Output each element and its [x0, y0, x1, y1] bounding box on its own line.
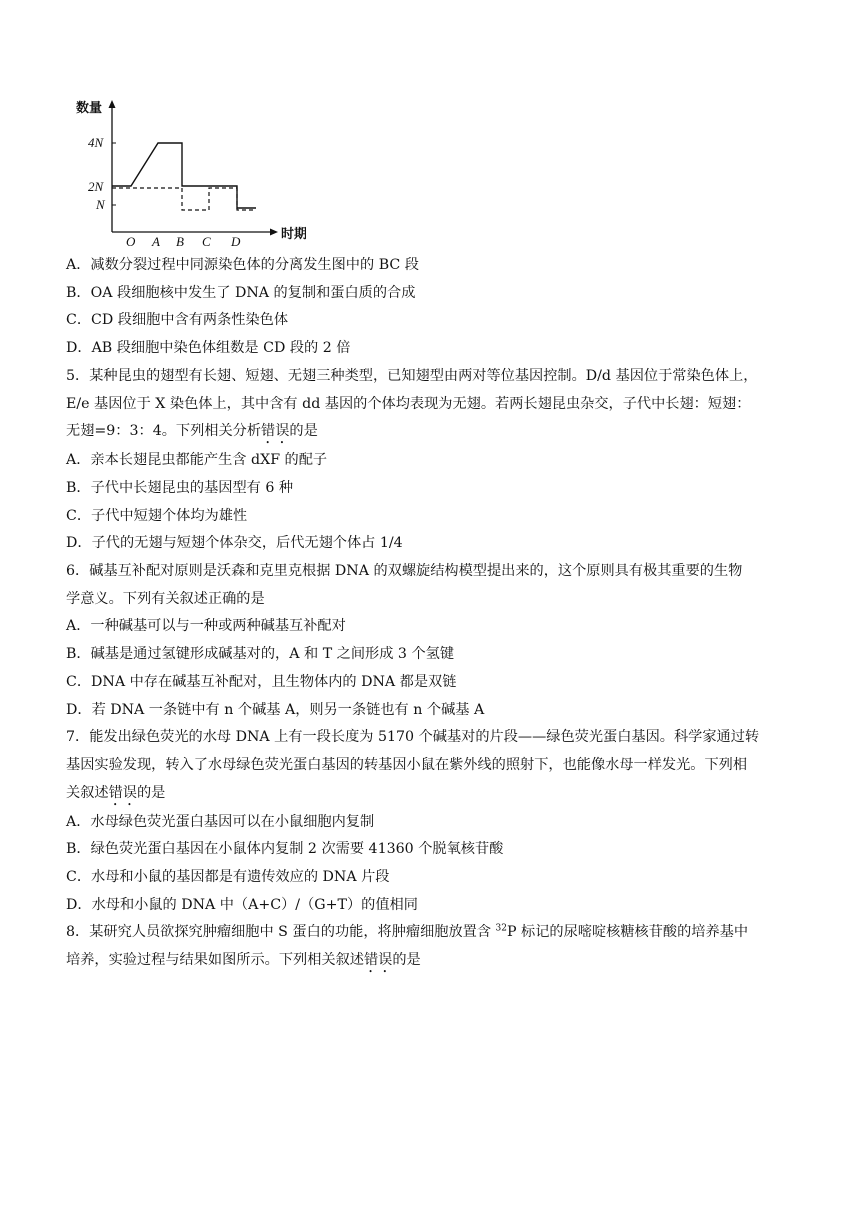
y-tick-label: 4N [88, 135, 104, 150]
q5-option-a: A．亲本长翅昆虫都能产生含 dXF 的配子 [66, 452, 328, 469]
q6-option-a: A．一种碱基可以与一种或两种碱基互补配对 [66, 618, 346, 635]
y-tick-label: N [96, 197, 105, 212]
q4-option-c: C．CD 段细胞中含有两条性染色体 [66, 312, 289, 329]
q8-stem-text-2: 培养，实验过程与结果如图所示。下列相关叙述 [66, 952, 364, 969]
y-axis-label: 数量 [76, 100, 103, 115]
y-tick-label: 2N [88, 179, 104, 194]
q7-option-c: C．水母和小鼠的基因都是有遗传效应的 DNA 片段 [66, 869, 390, 886]
q6-stem-line-2: 学意义。下列有关叙述正确的是 [66, 590, 265, 607]
q5-stem-text: 无翅=9：3：4。下列相关分析 [66, 423, 262, 440]
q5-stem-line-2: E/e 基因位于 X 染色体上，其中含有 dd 基因的个体均表现为无翅。若两长翅昆虫杂交，子代中长翅：短翅： [66, 395, 751, 412]
q7-stem-line-1: 7．能发出绿色荧光的水母 DNA 上有一段长度为 5170 个碱基对的片段——绿色荧光蛋白基因。科学家通过转 [66, 729, 760, 746]
emphasis-word: 错误 [261, 423, 290, 440]
emphasis-word: 错误 [108, 784, 137, 801]
q7-option-b: B．绿色荧光蛋白基因在小鼠体内复制 2 次需要 41360 个脱氧核苷酸 [66, 841, 504, 858]
q4-option-a: A．减数分裂过程中同源染色体的分离发生图中的 BC 段 [66, 257, 419, 273]
q5-option-b: B．子代中长翅昆虫的基因型有 6 种 [66, 479, 294, 496]
q4-option-d: D．AB 段细胞中染色体组数是 CD 段的 2 倍 [66, 340, 351, 357]
q4-option-b: B．OA 段细胞核中发生了 DNA 的复制和蛋白质的合成 [66, 284, 416, 301]
q8-stem-line-1 [66, 919, 806, 947]
q6-option-b: B．碱基是通过氢键形成碱基对的，A 和 T 之间形成 3 个氢键 [66, 646, 455, 663]
isotope-superscript: 32 [495, 923, 507, 934]
q6-option-c: C．DNA 中存在碱基互补配对，且生物体内的 DNA 都是双链 [66, 673, 457, 690]
y-axis-arrow [109, 100, 116, 108]
x-tick-label: B [176, 234, 184, 248]
emphasis-word: 错误 [363, 952, 393, 969]
q5-stem-tail: 的是 [289, 423, 318, 440]
dna-count-chart [66, 96, 306, 248]
q7-stem-text: 关叙述 [66, 784, 109, 801]
q8-stem-text-cont: P 标记的尿嘧啶核糖核苷酸的培养基中 [506, 924, 749, 941]
q7-option-d: D．水母和小鼠的 DNA 中（A+C）/（G+T）的值相同 [66, 896, 418, 913]
x-tick-label: O [126, 234, 136, 248]
q7-stem-tail: 的是 [136, 784, 166, 801]
q7-stem-line-3 [66, 780, 806, 809]
q8-stem-text: 8．某研究人员欲探究肿瘤细胞中 S 蛋白的功能，将肿瘤细胞放置含 [66, 924, 496, 941]
q5-stem-line-1: 5．某种昆虫的翅型有长翅、短翅、无翅三种类型，已知翅型由两对等位基因控制。D/d 基因位于常染色体上， [66, 367, 758, 384]
solid-series-line [112, 143, 256, 208]
q7-stem-line-2: 基因实验发现，转入了水母绿色荧光蛋白基因的转基因小鼠在紫外线的照射下，也能像水母一样发光。下列相 [66, 756, 748, 773]
q8-stem-line-2 [66, 947, 806, 976]
page-content [66, 96, 806, 976]
q5-stem-line-3 [66, 418, 806, 447]
x-tick-label: A [152, 234, 160, 248]
q8-stem-tail: 的是 [392, 952, 421, 969]
x-tick-label: C [202, 234, 211, 248]
dashed-series-line [112, 188, 256, 210]
x-axis-arrow [270, 229, 278, 236]
q6-option-d: D．若 DNA 一条链中有 n 个碱基 A，则另一条链也有 n 个碱基 A [66, 701, 485, 718]
chart-svg [66, 96, 306, 248]
x-tick-label: D [231, 234, 241, 248]
q5-option-c: C．子代中短翅个体均为雄性 [66, 507, 248, 524]
q6-stem-line-1: 6．碱基互补配对原则是沃森和克里克根据 DNA 的双螺旋结构模型提出来的，这个原则具有极其重要的生物 [66, 563, 743, 580]
x-axis-label: 时期 [281, 226, 306, 241]
q5-option-d: D．子代的无翅与短翅个体杂交，后代无翅个体占 1/4 [66, 535, 403, 552]
q7-option-a: A．水母绿色荧光蛋白基因可以在小鼠细胞内复制 [66, 813, 375, 830]
